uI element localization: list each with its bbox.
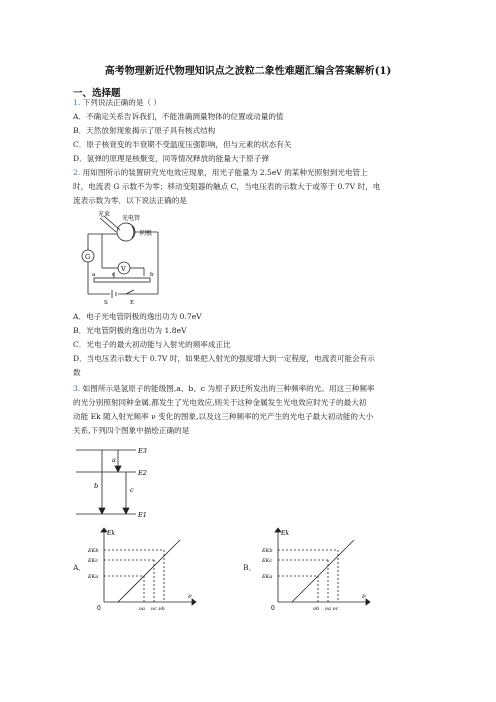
q2-stem-line-1 bbox=[73, 168, 368, 178]
photoelectric-circuit-diagram bbox=[74, 208, 174, 308]
energy-level-diagram bbox=[74, 442, 154, 524]
level-e1: E1 bbox=[138, 511, 147, 519]
section-heading: 一、选择题 bbox=[73, 88, 121, 99]
q2-option-a: A．电子光电管阴极的逸出功为 0.7eV bbox=[73, 312, 202, 321]
doc-title: 高考物理新近代物理知识点之波粒二象性难题汇编含答案解析(1) bbox=[104, 66, 392, 77]
q3-stem-line-4: 关系,下列四个图象中描绘正确的是 bbox=[73, 426, 190, 435]
q1-option-b: B．天然放射现象揭示了原子具有核式结构 bbox=[73, 126, 216, 135]
graph-b-ek-2: EKc bbox=[262, 558, 273, 564]
graph-b-nu-1: νb bbox=[313, 606, 320, 612]
graph-b-axis-x: ν bbox=[362, 593, 366, 600]
q1-number: 1. bbox=[73, 98, 81, 107]
transition-a: a bbox=[112, 456, 116, 464]
q2-option-b: B．光电管阴极的逸出功为 1.8eV bbox=[73, 326, 187, 335]
graph-a-nu-2: νc νb bbox=[151, 606, 165, 612]
graph-b-nu-2: νa νc bbox=[325, 606, 339, 612]
label-g: G bbox=[85, 253, 91, 261]
q3-option-a-label: A． bbox=[73, 563, 87, 572]
graph-a-axis-y: Ek bbox=[107, 530, 116, 537]
q3-stem-text-1: 如图所示是氢原子的能级图,a、b、c 为原子跃迁所发出的三种频率的光。用这三种频率 bbox=[82, 384, 375, 393]
graph-b-ek-1: EKb bbox=[262, 548, 273, 554]
q1-option-c: C．原子核衰变的半衰期不受温度压强影响，但与元素的状态有关 bbox=[73, 140, 292, 149]
graph-a-nu-1: νa bbox=[139, 606, 146, 612]
graph-option-b bbox=[262, 526, 372, 616]
label-s: S bbox=[104, 300, 108, 306]
q1-option-d: D．氢弹的原理是核聚变，同等情况释放的能量大于原子弹 bbox=[73, 154, 269, 163]
label-c: c bbox=[112, 272, 116, 278]
graph-a-origin: 0 bbox=[97, 605, 101, 612]
graph-a-ek-2: EKc bbox=[88, 558, 99, 564]
transition-b: b bbox=[94, 482, 99, 490]
label-e: E bbox=[130, 300, 135, 306]
q2-number: 2. bbox=[73, 168, 81, 177]
q2-stem-line-3: 流表示数为零．以下说法正确的是 bbox=[73, 196, 187, 205]
graph-a-ek-1: EKb bbox=[88, 548, 99, 554]
graph-a-axis-x: ν bbox=[188, 593, 192, 600]
q1-stem bbox=[73, 98, 161, 108]
q3-stem-line-1 bbox=[73, 384, 375, 394]
label-light: 光束 bbox=[98, 211, 111, 218]
q2-option-d-cont: 数 bbox=[73, 368, 81, 377]
q3-stem-line-2: 的光分别照射同种金属,都发生了光电效应,则关于这种金属发生光电效应时光子的最大初 bbox=[73, 398, 367, 407]
label-a: a bbox=[92, 272, 96, 278]
label-tube: 光电管 bbox=[122, 215, 141, 222]
graph-b-origin: 0 bbox=[271, 605, 275, 612]
level-e3: E3 bbox=[138, 447, 147, 455]
graph-option-a bbox=[88, 526, 198, 616]
q2-stem-text-1: 用如图所示的装置研究光电效应现象，用光子能量为 2.5eV 的某种光照射到光电管上 bbox=[82, 168, 368, 177]
q2-option-d: D．当电压表示数大于 0.7V 时，如果把入射光的强度增大到一定程度，电流表可能会有示 bbox=[73, 354, 375, 363]
q1-stem-text: 下列说法正确的是（ ） bbox=[82, 98, 162, 107]
q3-stem-line-3: 动能 Ek 随入射光频率 ν 变化的图象,以及这三种频率的光产生的光电子最大初动能的大小 bbox=[73, 412, 374, 421]
q3-option-b-label: B． bbox=[243, 563, 257, 572]
transition-c: c bbox=[130, 486, 134, 494]
graph-b-axis-y: Ek bbox=[281, 530, 290, 537]
q2-stem-line-2: 时，电流表 G 示数不为零；移动变阻器的触点 C，当电压表的示数大于或等于 0.7V 时，电 bbox=[73, 182, 381, 191]
label-b: b bbox=[150, 272, 154, 278]
level-e2: E2 bbox=[138, 469, 147, 477]
graph-b-ek-3: EKa bbox=[262, 574, 273, 580]
q3-number: 3. bbox=[73, 384, 81, 393]
q2-option-c: C．光电子的最大初动能与入射光的频率成正比 bbox=[73, 340, 231, 349]
label-v: V bbox=[121, 265, 126, 273]
label-cathode: 阴极 bbox=[140, 230, 153, 237]
graph-a-ek-3: EKa bbox=[88, 574, 99, 580]
q1-option-a: A．不确定关系告诉我们，不能准确测量物体的位置或动量的值 bbox=[73, 112, 284, 121]
